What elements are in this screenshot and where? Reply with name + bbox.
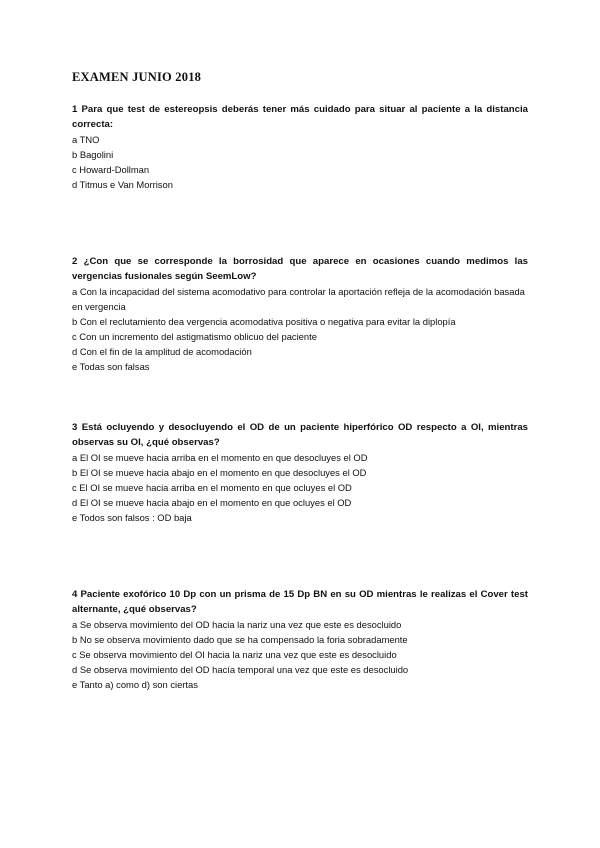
option-a: a TNO [72,134,100,145]
option-b: b Con el reclutamiento dea vergencia acomodativa positiva o negativa para evitar la diplopía [72,316,456,327]
question-1-text: 1 Para que test de estereopsis deberás tener más cuidado para situar al paciente a la distancia correcta: [72,104,528,130]
option-e: e Todas son falsas [72,361,150,372]
question-4 [72,587,528,692]
option-d: d Con el fin de la amplitud de acomodación [72,346,252,357]
question-2-options [72,284,528,374]
question-3-text: 3 Está ocluyendo y desocluyendo el OD de un paciente hiperfórico OD respecto a OI, mientras observas su OI, ¿qué observas? [72,422,528,448]
option-d: d Se observa movimiento del OD hacía temporal una vez que este es desocluido [72,664,409,675]
option-a: a El OI se mueve hacia arriba en el momento en que desocluyes el OD [72,452,368,463]
option-c: c Con un incremento del astigmatismo oblicuo del paciente [72,331,317,342]
question-4-text: 4 Paciente exofórico 10 Dp con un prisma de 15 Dp BN en su OD mientras le realizas el Cover test alternante, ¿qué observas? [72,589,528,615]
option-d: d Titmus e Van Morrison [72,179,173,190]
option-b: b El OI se mueve hacia abajo en el momento en que desocluyes el OD [72,467,367,478]
question-2-text: 2 ¿Con que se corresponde la borrosidad que aparece en ocasiones cuando medimos las vergencias fusionales según SeemLow? [72,256,528,282]
option-a: a Se observa movimiento del OD hacia la nariz una vez que este es desocluido [72,619,402,630]
option-c: c El OI se mueve hacia arriba en el momento en que ocluyes el OD [72,482,352,493]
question-1-options [72,132,528,192]
question-3-options [72,450,528,525]
option-c: c Howard-Dollman [72,164,150,175]
question-4-options [72,617,528,692]
exam-title: EXAMEN JUNIO 2018 [72,70,202,84]
option-a: a Con la incapacidad del sistema acomodativo para controlar la aportación refleja de la acomodación basada en vergencia [72,286,525,312]
question-2 [72,254,528,374]
option-b: b No se observa movimiento dado que se ha compensado la foria sobradamente [72,634,408,645]
option-b: b Bagolini [72,149,114,160]
question-3 [72,420,528,525]
option-d: d El OI se mueve hacia abajo en el momento en que ocluyes el OD [72,497,352,508]
option-e: e Tanto a) como d) son ciertas [72,679,198,690]
question-1 [72,102,528,192]
option-e: e Todos son falsos : OD baja [72,512,192,523]
option-c: c Se observa movimiento del OI hacia la nariz una vez que este es desocluido [72,649,397,660]
